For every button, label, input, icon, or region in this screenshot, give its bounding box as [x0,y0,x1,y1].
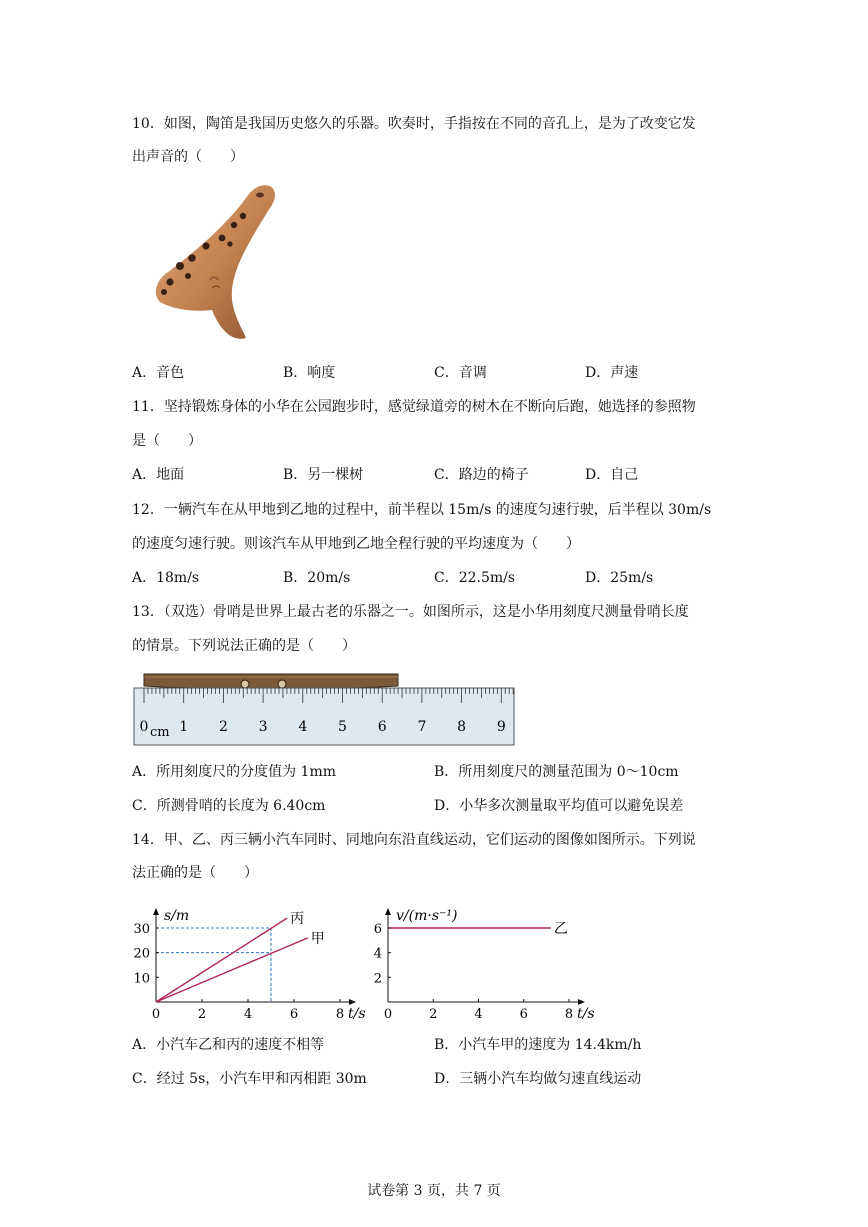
q13-line1: 13．（双选）骨哨是世界上最古老的乐器之一。如图所示，这是小华用刻度尺测量骨哨长度 [132,604,689,620]
x-axis-label: t/s [577,1006,595,1022]
q10-option-c: C．音调 [434,365,487,381]
ruler-number: 5 [338,719,347,735]
x-tick-label: 8 [335,1007,345,1022]
y-tick-label: 10 [133,971,150,987]
y-tick-label: 4 [373,946,382,962]
x-tick-label: 4 [243,1007,253,1022]
x-axis-arrow [349,999,356,1005]
q12-option-a: A．18m/s [132,570,200,586]
q11-line1: 11．坚持锻炼身体的小华在公园跑步时，感觉绿道旁的树木在不断向后跑，她选择的参照物 [132,399,696,415]
y-tick-label: 20 [133,946,150,962]
ruler-number: 0 [139,719,149,735]
q11-line2: 是（ ） [132,433,202,449]
q12-line2: 的速度匀速行驶。则该汽车从甲地到乙地全程行驶的平均速度为（ ） [132,536,580,552]
series-line [156,918,287,1002]
ruler-number: 6 [377,719,387,735]
q11-option-b: B．另一棵树 [283,467,364,483]
x-axis-arrow [578,999,585,1005]
q11-option-d: D．自己 [585,467,639,483]
x-tick-label: 0 [151,1007,161,1022]
ruler-number: 9 [496,719,506,735]
series-label: 丙 [290,911,305,928]
ocarina-image [150,180,285,345]
q13-option-c: C．所测骨哨的长度为 6.40cm [132,798,326,814]
q11-option-a: A．地面 [132,467,185,483]
q14-option-a: A．小汽车乙和丙的速度不相等 [132,1037,325,1053]
x-tick-label: 2 [429,1007,438,1022]
ruler-body [134,688,514,745]
ruler-number: 1 [179,719,189,735]
q12-option-b: B．20m/s [283,570,351,586]
x-tick-label: 8 [564,1007,574,1022]
y-axis-arrow [153,908,159,915]
q13-option-b: B．所用刻度尺的测量范围为 0～10cm [434,764,679,780]
q14-option-c: C．经过 5s，小汽车甲和丙相距 30m [132,1071,367,1087]
bone-whistle [144,674,398,689]
q10-line1: 10．如图，陶笛是我国历史悠久的乐器。吹奏时，手指按在不同的音孔上，是为了改变它发 [132,116,696,132]
q14-option-b: B．小汽车甲的速度为 14.4km/h [434,1037,642,1053]
q13-option-d: D．小华多次测量取平均值可以避免误差 [434,798,684,814]
ruler-number: 4 [298,719,308,735]
x-tick-label: 2 [197,1007,207,1022]
y-axis-label: s/m [164,908,190,924]
q10-line2: 出声音的（ ） [132,149,244,165]
q13-line2: 的情景。下列说法正确的是（ ） [132,638,356,654]
page-footer: 试卷第 3 页，共 7 页 [367,1183,501,1199]
x-tick-label: 6 [289,1007,299,1022]
q12-option-c: C．22.5m/s [434,570,516,586]
q13-option-a: A．所用刻度尺的分度值为 1mm [132,764,337,780]
s-t-chart [120,892,366,1024]
whistle-hole [278,680,286,688]
x-axis-label: t/s [348,1006,366,1022]
q10-option-b: B．响度 [283,365,336,381]
y-tick-label: 6 [373,922,382,937]
whistle-hole [241,680,249,688]
q14-line1: 14．甲、乙、丙三辆小汽车同时、同地向东沿直线运动，它们运动的图像如图所示。下列说 [132,832,696,848]
q10-option-d: D．声速 [585,365,639,381]
ruler-unit: cm [150,725,170,740]
ruler-number: 7 [417,719,427,735]
y-tick-label: 30 [133,922,150,937]
q14-line2: 法正确的是（ ） [132,865,258,881]
q12-line1: 12．一辆汽车在从甲地到乙地的过程中，前半程以 15m/s 的速度匀速行驶，后半程以 30m/s [132,502,712,518]
q14-option-d: D．三辆小汽车均做匀速直线运动 [434,1071,642,1087]
ruler-number: 3 [258,719,268,735]
series-label: 甲 [310,930,325,947]
q11-option-c: C．路边的椅子 [434,467,529,483]
ruler-number: 2 [218,719,228,735]
y-axis-arrow [385,908,391,915]
y-tick-label: 2 [373,971,382,987]
v-t-chart [356,892,595,1024]
q12-option-d: D．25m/s [585,570,654,586]
ruler-number: 8 [457,719,467,735]
series-label: 乙 [553,921,568,937]
x-tick-label: 0 [383,1007,393,1022]
y-axis-label: v/(m·s⁻¹) [396,908,458,924]
x-tick-label: 4 [474,1007,483,1022]
x-tick-label: 6 [519,1007,528,1022]
ruler-figure [130,668,520,750]
series-line [156,938,308,1002]
q10-option-a: A．音色 [132,365,185,381]
